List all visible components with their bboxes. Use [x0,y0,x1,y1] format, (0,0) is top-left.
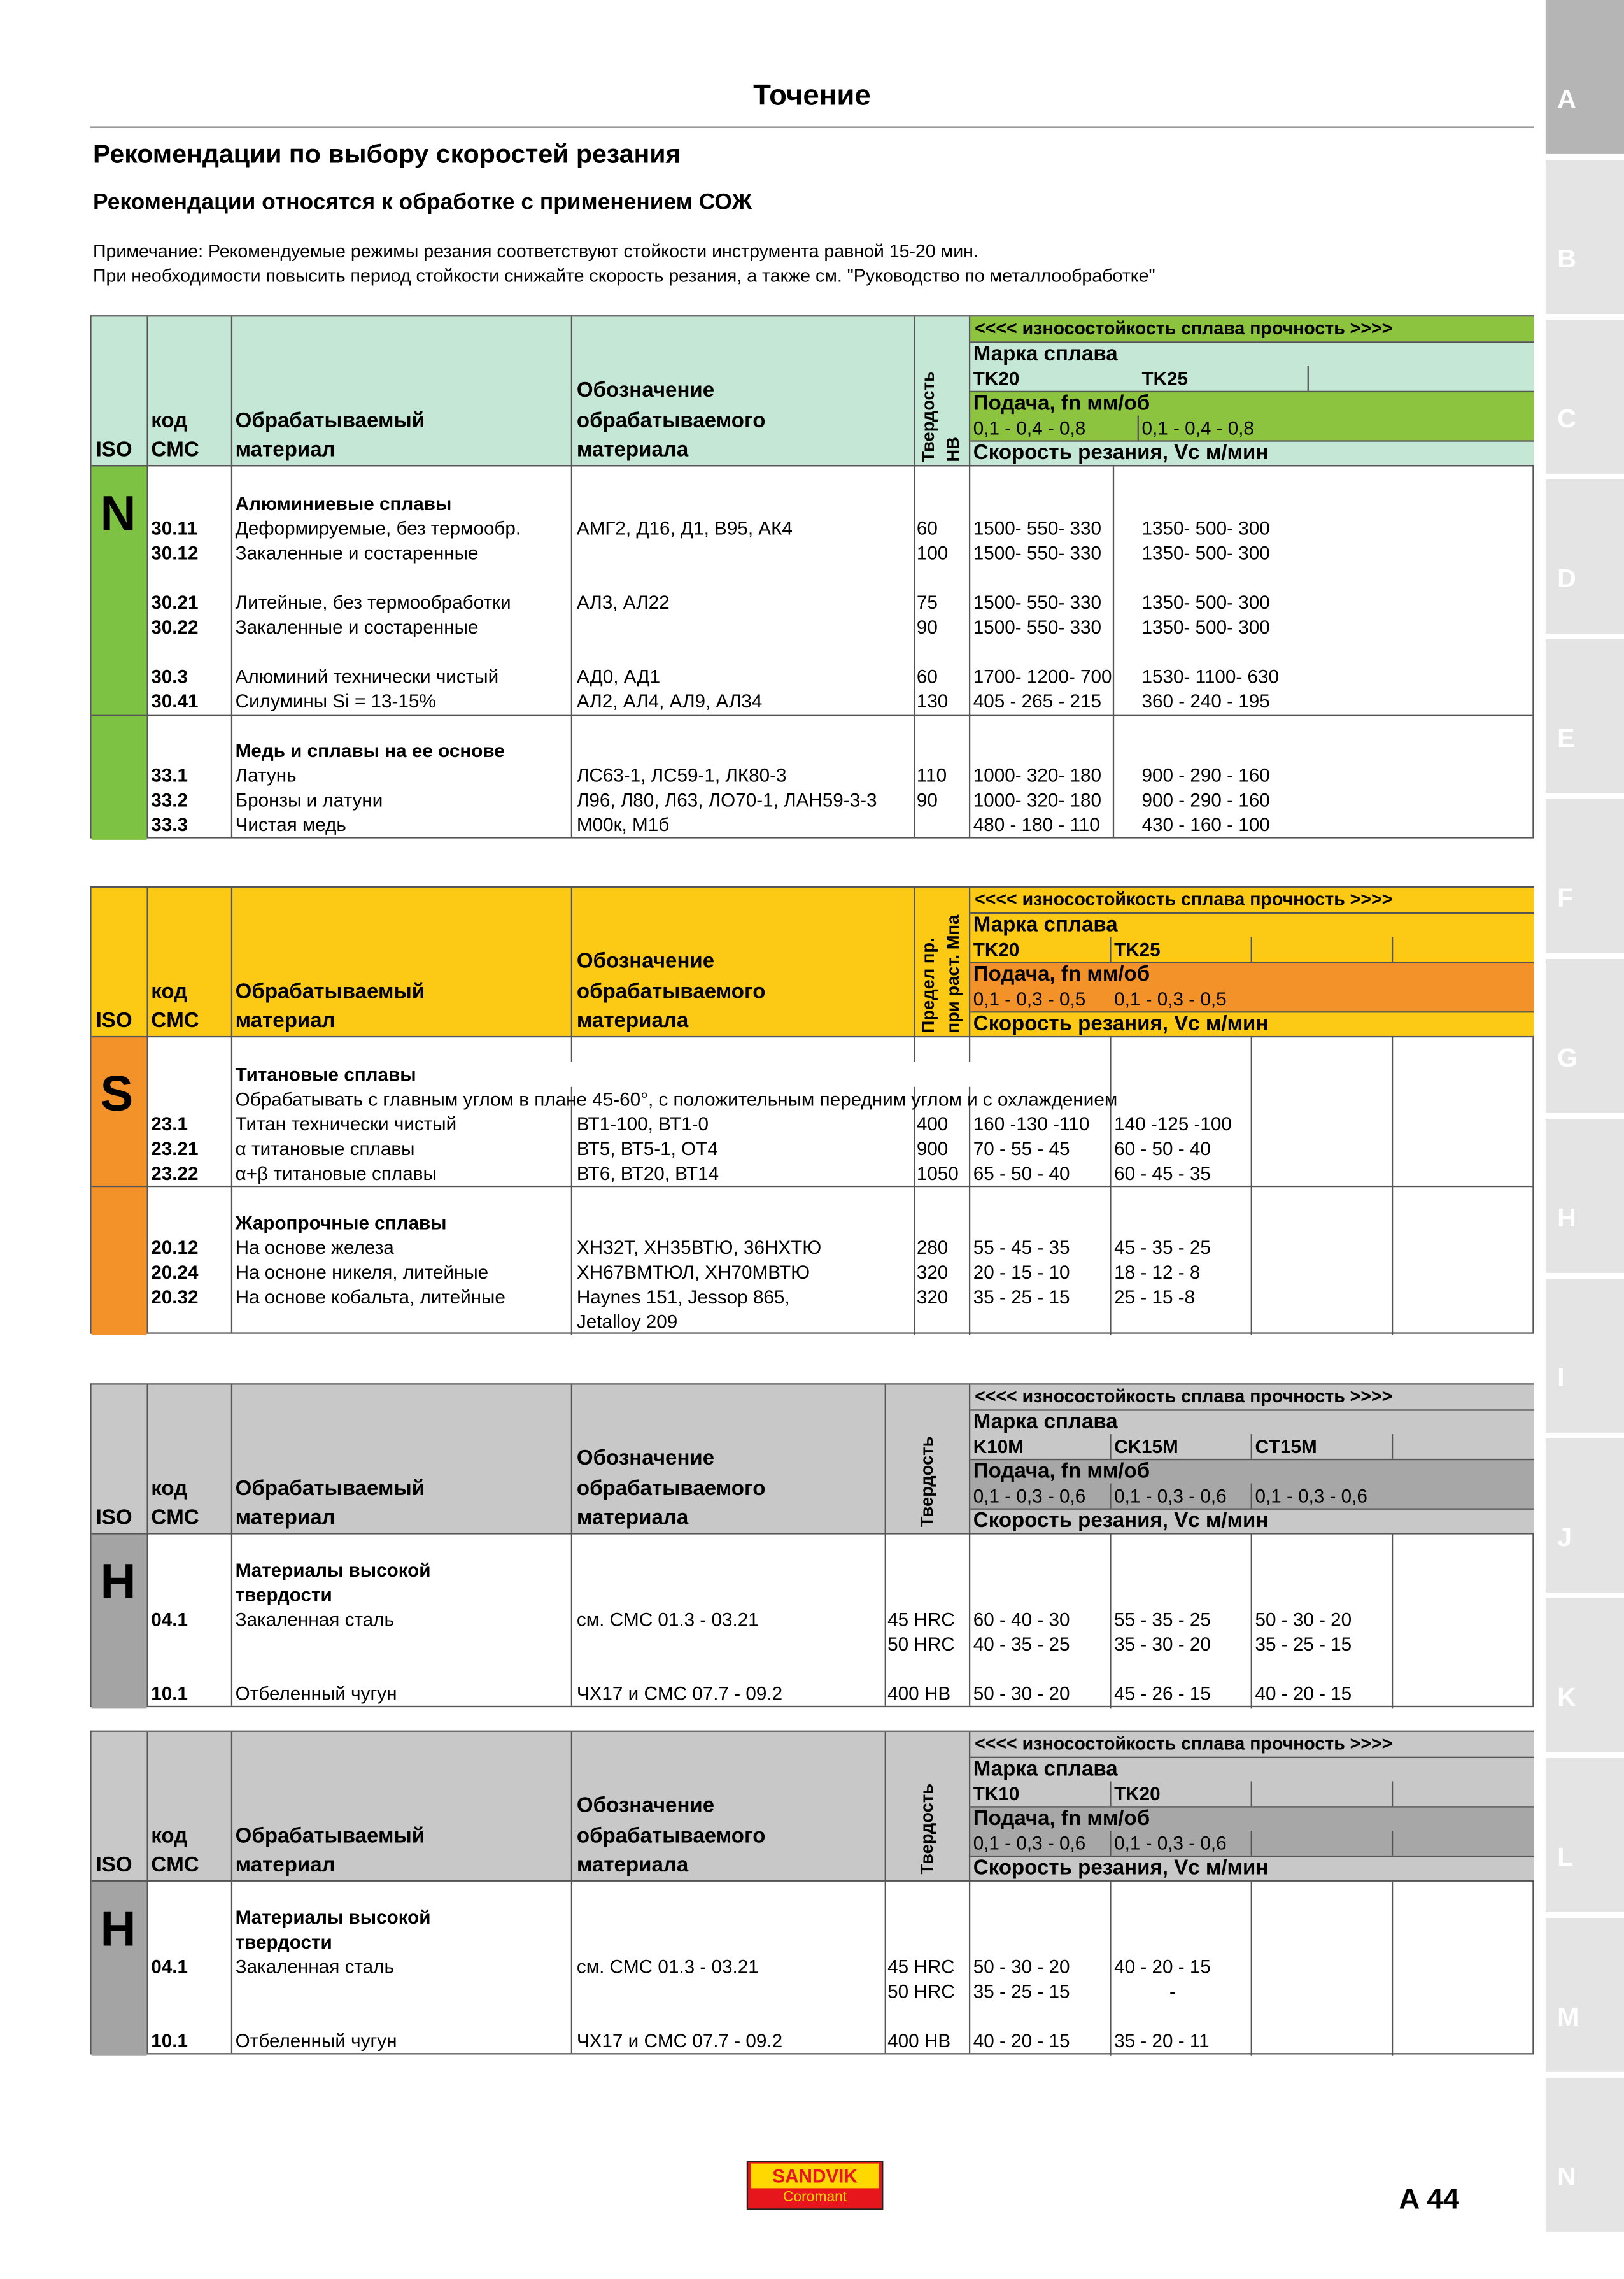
designation-label-2: обрабатываемого [576,981,766,1004]
section-tab-label: H [1557,1203,1576,1232]
note-line-2: При необходимости повысить период стойкости снижайте скорость резания, а также см. "Руководство по металлообработке" [93,266,1155,287]
designation-label-3: материала [576,1009,689,1033]
section-tab-g[interactable] [1546,959,1624,1113]
hardness-value: 320 [916,1261,949,1283]
grade-label: Марка сплава [973,1410,1118,1435]
cutting-speed: 1350- 500- 300 [1141,591,1270,613]
hardness-value: 320 [916,1286,949,1308]
cutting-speed: 140 -125 -100 [1114,1112,1232,1135]
cutting-speed: 45 - 26 - 15 [1114,1682,1211,1705]
feed-3: 0,1 - 0,3 - 0,6 [1255,1484,1367,1507]
hardness-value: 45 HRC [887,1956,955,1978]
code-label-1: код [151,409,188,433]
grade-3: CT15M [1255,1435,1317,1458]
section-tab-label: B [1557,244,1576,273]
material-designation: ЧХ17 и CMC 07.7 - 09.2 [576,1682,783,1705]
material-label-1: Обрабатываемый [235,409,425,433]
material-designation: АЛ3, АЛ22 [576,591,670,613]
material-designation: Л96, Л80, Л63, ЛО70-1, ЛАН59-3-3 [576,789,877,811]
designation-label-3: материала [576,439,689,462]
wear-scale: <<<< износостойкость сплава прочность >>>> [975,1733,1393,1754]
wear-scale: <<<< износостойкость сплава прочность >>>> [975,1386,1393,1407]
cmc-code: 33.2 [151,789,188,811]
material-designation: АД0, АД1 [576,665,661,688]
section-tab-d[interactable] [1546,479,1624,634]
cutting-speed: 60 - 45 - 35 [1114,1162,1211,1184]
material-label-1: Обрабатываемый [235,981,425,1004]
table-group-n [90,315,1534,838]
section-tab-label: I [1557,1363,1565,1392]
cutting-speed: 430 - 160 - 100 [1141,813,1270,836]
cmc-code: 33.3 [151,813,188,836]
feed-label: Подача, fn мм/об [973,392,1150,416]
cutting-speed: 480 - 180 - 110 [973,813,1100,836]
material-name: α титановые сплавы [235,1137,415,1160]
cmc-code: 23.21 [151,1137,199,1160]
feed-1: 0,1 - 0,4 - 0,8 [973,416,1086,439]
hardness-value: 130 [916,690,949,713]
grade-label: Марка сплава [973,343,1118,367]
cutting-speed: 45 - 35 - 25 [1114,1236,1211,1259]
cutting-speed: 1500- 550- 330 [973,591,1102,613]
material-name: Титановые сплавы [235,1063,416,1086]
feed-1: 0,1 - 0,3 - 0,6 [973,1484,1086,1507]
material-name: твердости [235,1584,332,1606]
cutting-speed: 1530- 1100- 630 [1141,665,1280,688]
wear-scale: <<<< износостойкость сплава прочность >>>> [975,889,1393,910]
sandvik-logo [747,2161,883,2210]
designation-label-2: обрабатываемого [576,1824,766,1849]
grade-1: K10M [973,1435,1024,1458]
designation-label-3: материала [576,1507,689,1530]
logo-brand: SANDVIK [751,2164,879,2189]
cutting-speed: 18 - 12 - 8 [1114,1261,1201,1283]
designation-label-1: Обозначение [576,1794,715,1818]
cutting-speed: 65 - 50 - 40 [973,1162,1070,1184]
material-label-2: материал [235,1009,335,1033]
material-name: Алюминий технически чистый [235,665,499,688]
cmc-code: 20.12 [151,1236,199,1259]
hardness-value: 110 [916,764,947,786]
section-tab-n[interactable] [1546,2078,1624,2232]
section-tab-h[interactable] [1546,1119,1624,1273]
speed-label: Скорость резания, Vc м/мин [973,1857,1269,1880]
cutting-speed: 1350- 500- 300 [1141,616,1270,638]
tensile-label-1: Предел пр. [918,937,939,1033]
table-group-h-1 [90,1383,1534,1707]
cutting-speed: 25 - 15 -8 [1114,1286,1196,1308]
hardness-value: 45 HRC [887,1608,955,1631]
cutting-speed: 1000- 320- 180 [973,764,1102,786]
hardness-value: 1050 [916,1162,959,1184]
material-designation: М00к, М1б [576,813,670,836]
feed-label: Подача, fn мм/об [973,1460,1150,1484]
hardness-value: 90 [916,789,938,811]
iso-label: ISO [95,1854,132,1878]
section-tab-i[interactable] [1546,1279,1624,1433]
hb-label: HB [942,437,963,462]
designation-label-1: Обозначение [576,1447,715,1471]
cutting-speed: 55 - 35 - 25 [1114,1608,1211,1631]
material-name: Материалы высокой [235,1559,431,1581]
designation-label-1: Обозначение [576,950,715,974]
section-tab-j[interactable] [1546,1438,1624,1593]
hardness-value: 400 HB [887,1682,951,1705]
cutting-speed: 35 - 25 - 15 [973,1286,1070,1308]
section-tab-label: E [1557,723,1575,753]
feed-label: Подача, fn мм/об [973,963,1150,987]
hardness-value: 100 [916,542,949,564]
iso-group-letter: N [100,486,136,543]
material-name: Латунь [235,764,297,786]
material-designation: АЛ2, АЛ4, АЛ9, АЛ34 [576,690,763,713]
cutting-speed: 35 - 25 - 15 [973,1980,1070,2003]
material-name: На осноне никеля, литейные [235,1261,489,1283]
material-label-1: Обрабатываемый [235,1824,425,1849]
material-name: Закаленная сталь [235,1608,394,1631]
section-tab-label: M [1557,2002,1579,2031]
feed-2: 0,1 - 0,3 - 0,5 [1114,988,1227,1010]
grade-label: Марка сплава [973,1757,1118,1782]
material-designation: ЛС63-1, ЛС59-1, ЛК80-3 [576,764,787,786]
cmc-code: 20.32 [151,1286,199,1308]
cmc-code: 10.1 [151,2029,188,2052]
cutting-speed: - [1169,1980,1176,2003]
hardness-label: Твердость [916,1783,937,1875]
cutting-speed: 70 - 55 - 45 [973,1137,1070,1160]
cutting-speed: 40 - 20 - 15 [973,2029,1070,2052]
speed-label: Скорость резания, Vc м/мин [973,441,1269,465]
material-name: Титан технически чистый [235,1112,457,1135]
cmc-code: 30.22 [151,616,199,638]
cmc-code: 23.1 [151,1112,188,1135]
grade-1: TK10 [973,1782,1020,1805]
cutting-speed: 55 - 45 - 35 [973,1236,1070,1259]
grade-1: TK20 [973,367,1020,390]
speed-label: Скорость резания, Vc м/мин [973,1012,1269,1036]
table-group-h-2 [90,1731,1534,2055]
iso-group-letter: H [100,1554,136,1610]
feed-2: 0,1 - 0,3 - 0,6 [1114,1484,1227,1507]
material-name: твердости [235,1931,332,1953]
material-designation: Haynes 151, Jessop 865, [576,1286,790,1308]
hardness-value: 900 [916,1137,949,1160]
cutting-speed: 20 - 15 - 10 [973,1261,1070,1283]
iso-label: ISO [95,439,132,462]
material-designation: Jetalloy 209 [576,1310,678,1333]
material-name: Жаропрочные сплавы [235,1212,447,1234]
cutting-speed: 360 - 240 - 195 [1141,690,1270,713]
material-designation: ХН67ВМТЮЛ, ХН70МВТЮ [576,1261,810,1283]
hardness-label: Твердость [918,371,939,462]
section-tab-b[interactable] [1546,160,1624,314]
material-designation: ВТ1-100, ВТ1-0 [576,1112,709,1135]
material-designation: АМГ2, Д16, Д1, В95, АК4 [576,517,793,539]
designation-label-1: Обозначение [576,379,715,403]
code-label-1: код [151,1824,188,1849]
sub-heading: Рекомендации относятся к обработке с применением СОЖ [93,190,752,215]
code-label-2: CMC [151,1854,199,1878]
page-title: Точение [753,80,871,112]
designation-label-3: материала [576,1854,689,1878]
iso-label: ISO [95,1507,132,1530]
cutting-speed: 1700- 1200- 700 [973,665,1112,688]
code-label-1: код [151,981,188,1004]
cutting-speed: 1500- 550- 330 [973,542,1102,564]
tensile-label-2: при раст. Мпа [942,914,963,1033]
material-name: Отбеленный чугун [235,2029,397,2052]
section-tab-label: A [1557,84,1576,113]
designation-label-2: обрабатываемого [576,1477,766,1502]
code-label-2: CMC [151,439,199,462]
cutting-speed: 50 - 30 - 20 [973,1682,1070,1705]
hardness-value: 400 HB [887,2029,951,2052]
material-label-1: Обрабатываемый [235,1477,425,1502]
grade-1: TK20 [973,939,1020,961]
hardness-label: Твердость [916,1436,937,1528]
code-label-2: CMC [151,1507,199,1530]
material-label-2: материал [235,1854,335,1878]
cutting-speed: 60 - 50 - 40 [1114,1137,1211,1160]
cutting-speed: 405 - 265 - 215 [973,690,1102,713]
section-tab-label: J [1557,1523,1572,1552]
material-designation: ВТ6, ВТ20, ВТ14 [576,1162,719,1184]
cutting-speed: 50 - 30 - 20 [973,1956,1070,1978]
section-tab-f[interactable] [1546,799,1624,953]
main-heading: Рекомендации по выбору скоростей резания [93,139,681,169]
section-tab-a[interactable] [1546,0,1624,154]
logo-subbrand: Coromant [782,2189,847,2206]
cutting-speed: 900 - 290 - 160 [1141,764,1270,786]
iso-label: ISO [95,1009,132,1033]
cutting-speed: 35 - 30 - 20 [1114,1633,1211,1655]
hardness-value: 50 HRC [887,1980,955,2003]
material-designation: ВТ5, ВТ5-1, ОТ4 [576,1137,718,1160]
material-name: Закаленные и состаренные [235,616,479,638]
feed-2: 0,1 - 0,4 - 0,8 [1141,416,1254,439]
cmc-code: 04.1 [151,1608,188,1631]
material-name: Чистая медь [235,813,346,836]
feed-1: 0,1 - 0,3 - 0,5 [973,988,1086,1010]
cmc-code: 10.1 [151,1682,188,1705]
cmc-code: 30.41 [151,690,199,713]
section-tab-label: L [1557,1842,1574,1871]
material-designation: ЧХ17 и CMC 07.7 - 09.2 [576,2029,783,2052]
hardness-value: 60 [916,517,938,539]
feed-label: Подача, fn мм/об [973,1807,1150,1831]
wear-scale: <<<< износостойкость сплава прочность >>>> [975,318,1393,339]
hardness-value: 280 [916,1236,949,1259]
page-number: A 44 [1399,2183,1460,2216]
section-tab-c[interactable] [1546,320,1624,474]
section-tab-l[interactable] [1546,1758,1624,1912]
cmc-code: 30.12 [151,542,199,564]
hardness-value: 50 HRC [887,1633,955,1655]
material-designation: см. CMC 01.3 - 03.21 [576,1956,759,1978]
section-tab-e[interactable] [1546,639,1624,793]
material-name: Отбеленный чугун [235,1682,397,1705]
material-label-2: материал [235,439,335,462]
section-tab-label: K [1557,1682,1576,1712]
material-name: Закаленная сталь [235,1956,394,1978]
grade-2: TK25 [1141,367,1189,390]
cmc-code: 23.22 [151,1162,199,1184]
cutting-speed: 40 - 20 - 15 [1255,1682,1352,1705]
material-name: На основе кобальта, литейные [235,1286,505,1308]
material-name: Литейные, без термообработки [235,591,511,613]
material-label-2: материал [235,1507,335,1530]
section-tab-label: F [1557,883,1574,912]
cutting-speed: 900 - 290 - 160 [1141,789,1270,811]
material-name: Бронзы и латуни [235,789,383,811]
material-name: α+β титановые сплавы [235,1162,437,1184]
section-tab-label: D [1557,564,1576,593]
cutting-speed: 1350- 500- 300 [1141,517,1270,539]
iso-group-letter: H [100,1901,136,1957]
hardness-value: 75 [916,591,938,613]
cutting-speed: 1350- 500- 300 [1141,542,1270,564]
cmc-code: 30.11 [151,517,197,539]
grade-label: Марка сплава [973,914,1118,937]
code-label-1: код [151,1477,188,1502]
cmc-code: 33.1 [151,764,188,786]
cmc-code: 04.1 [151,1956,188,1978]
material-designation: см. CMC 01.3 - 03.21 [576,1608,759,1631]
speed-label: Скорость резания, Vc м/мин [973,1509,1269,1533]
cutting-speed: 50 - 30 - 20 [1255,1608,1352,1631]
material-designation: ХН32Т, ХН35ВТЮ, 36НХТЮ [576,1236,822,1259]
section-index-tabs [1546,0,1624,2278]
cutting-speed: 40 - 35 - 25 [973,1633,1070,1655]
table-group-s [90,886,1534,1334]
cutting-speed: 1500- 550- 330 [973,616,1102,638]
hardness-value: 60 [916,665,938,688]
cutting-speed: 35 - 20 - 11 [1114,2029,1210,2052]
cutting-speed: 60 - 40 - 30 [973,1608,1070,1631]
feed-2: 0,1 - 0,3 - 0,6 [1114,1832,1227,1854]
title-divider [90,127,1534,128]
material-name: Силумины Si = 13-15% [235,690,436,713]
material-name: Медь и сплавы на ее основе [235,739,505,762]
material-name: Алюминиевые сплавы [235,492,452,515]
note-line-1: Примечание: Рекомендуемые режимы резания соответствуют стойкости инструмента равной 15-20 мин. [93,241,978,262]
cutting-speed: 40 - 20 - 15 [1114,1956,1211,1978]
section-tab-k[interactable] [1546,1598,1624,1752]
cutting-speed: 35 - 25 - 15 [1255,1633,1352,1655]
section-tab-label: N [1557,2162,1576,2191]
material-name: Закаленные и состаренные [235,542,479,564]
hardness-value: 90 [916,616,938,638]
cutting-speed: 1500- 550- 330 [973,517,1102,539]
section-tab-label: C [1557,404,1576,433]
cmc-code: 30.21 [151,591,199,613]
cmc-code: 20.24 [151,1261,199,1283]
cutting-speed: 160 -130 -110 [973,1112,1090,1135]
material-name: Обрабатывать с главным углом в плане 45-60°, с положительным передним углом и с охлаждением [235,1088,1118,1111]
material-name: Деформируемые, без термообр. [235,517,521,539]
cutting-speed: 1000- 320- 180 [973,789,1102,811]
code-label-2: CMC [151,1009,199,1033]
material-name: На основе железа [235,1236,394,1259]
grade-2: TK20 [1114,1782,1161,1805]
feed-1: 0,1 - 0,3 - 0,6 [973,1832,1086,1854]
cmc-code: 30.3 [151,665,188,688]
material-name: Материалы высокой [235,1906,431,1928]
grade-2: TK25 [1114,939,1161,961]
grade-2: CK15M [1114,1435,1178,1458]
section-tab-m[interactable] [1546,1918,1624,2072]
hardness-value: 400 [916,1112,949,1135]
designation-label-2: обрабатываемого [576,409,766,433]
section-tab-label: G [1557,1043,1578,1072]
iso-group-letter: S [100,1066,134,1122]
